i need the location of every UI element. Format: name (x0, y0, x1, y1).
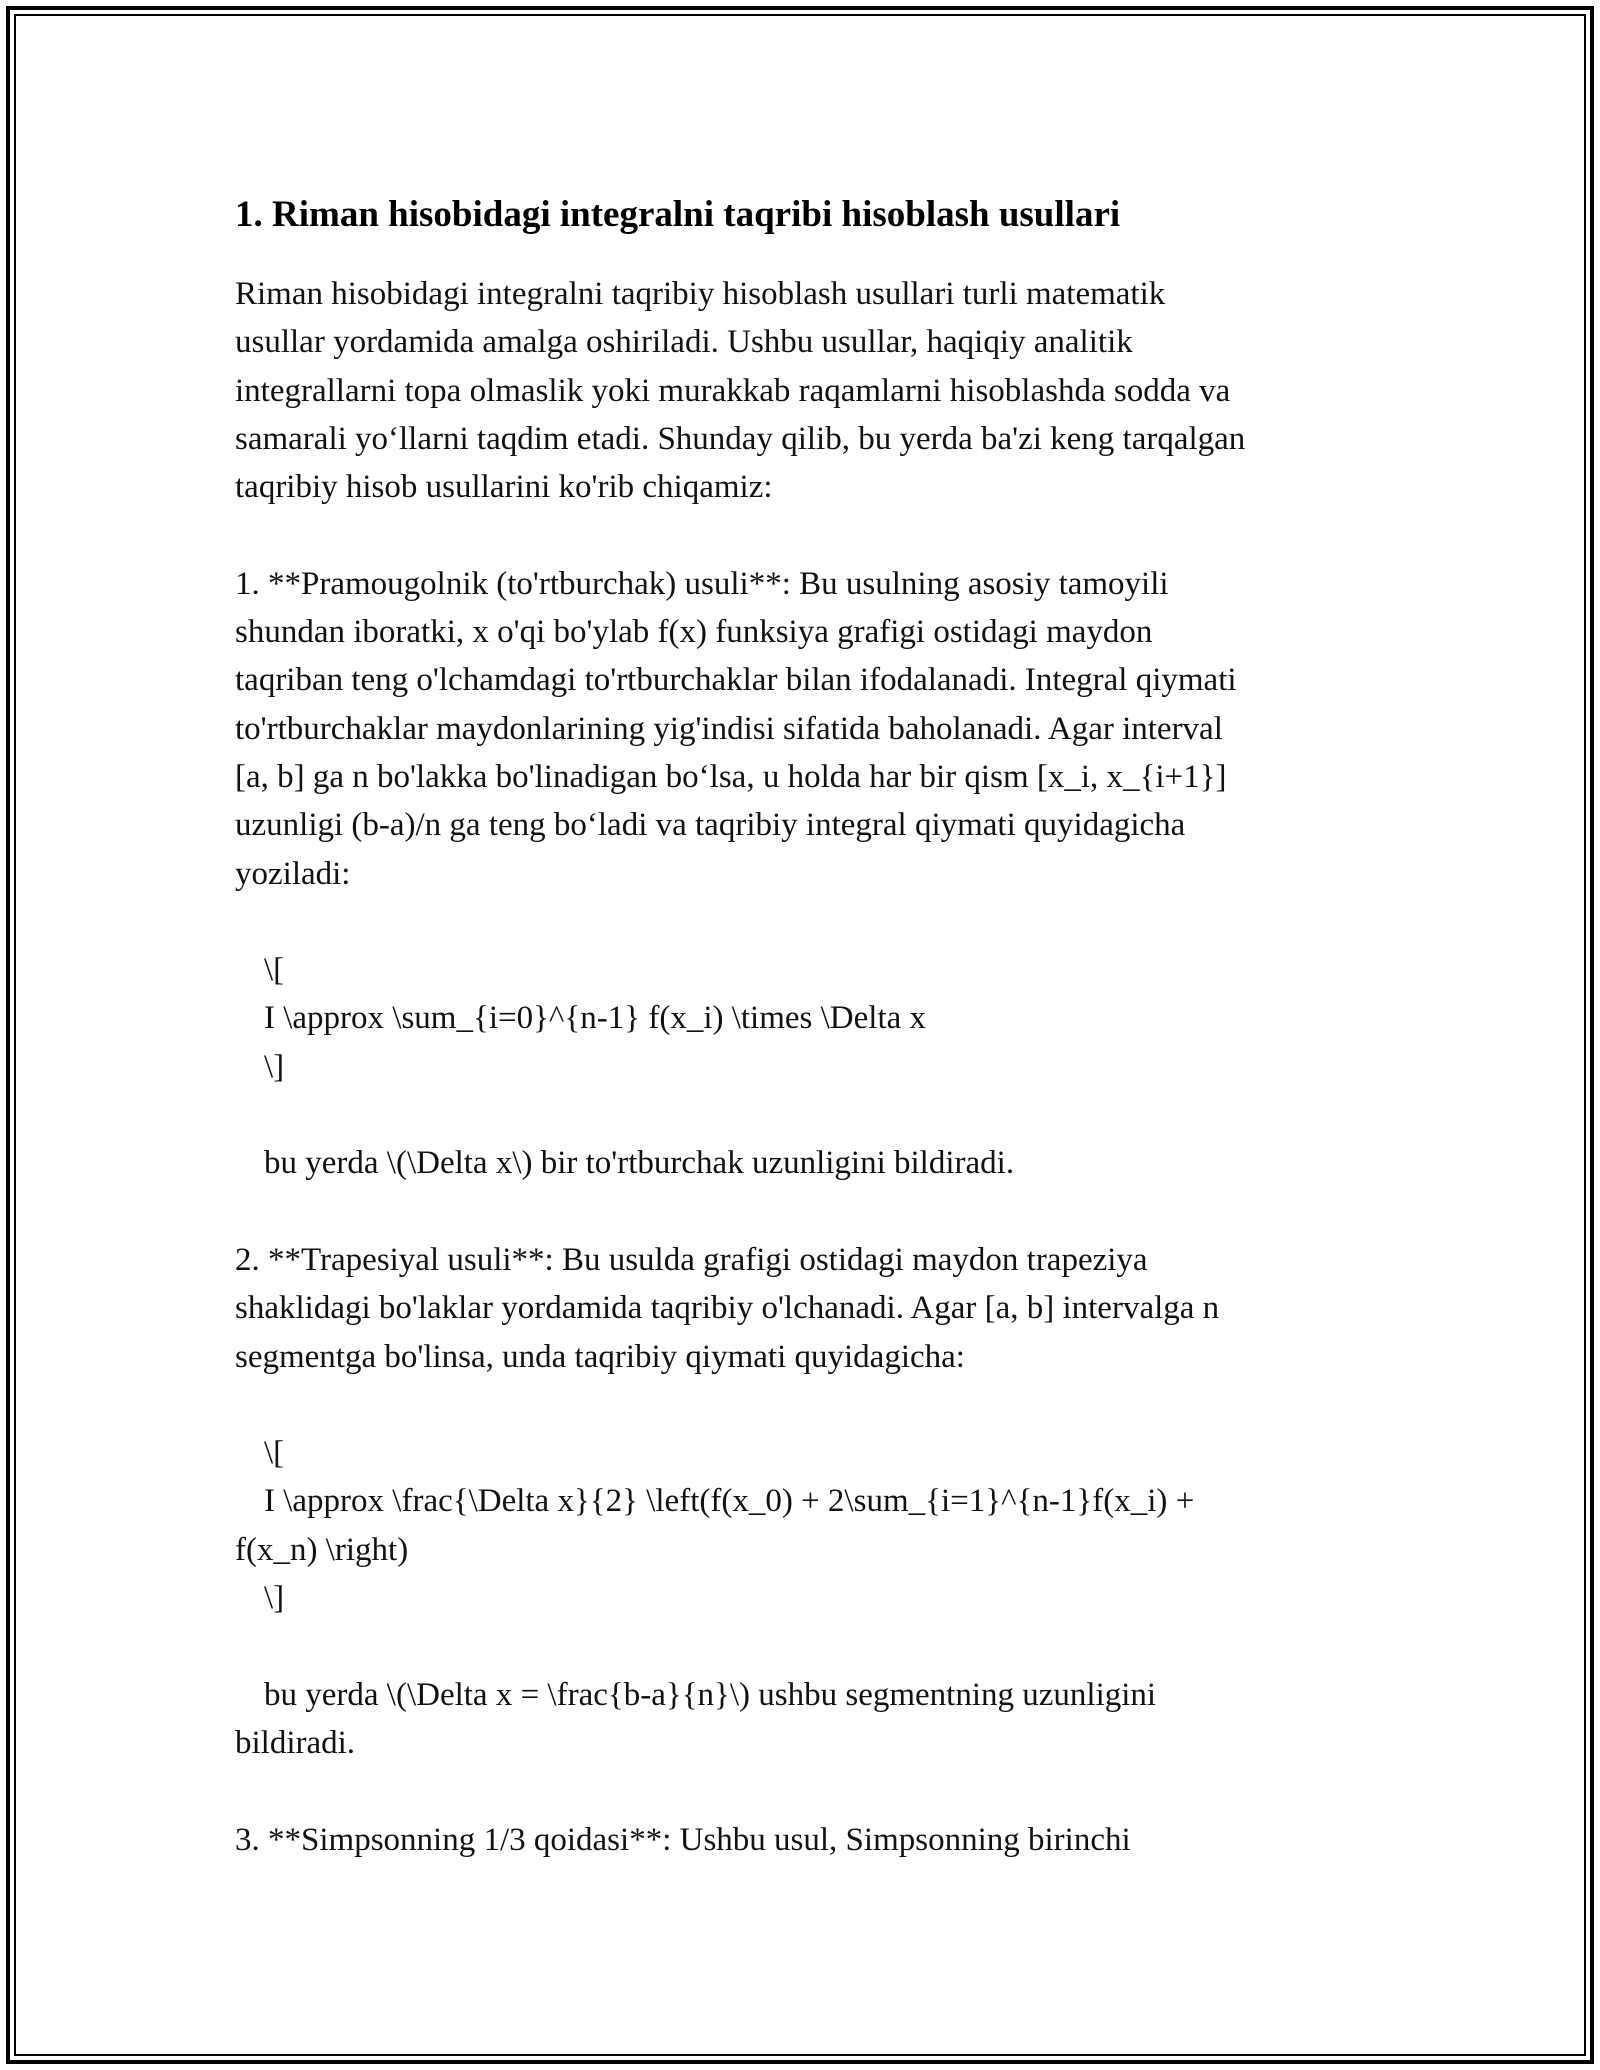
spacer (235, 1091, 1365, 1139)
spacer (235, 1381, 1365, 1429)
intro-line: Riman hisobidagi integralni taqribiy hisoblash usullari turli matematik (235, 276, 1166, 312)
spacer (235, 1622, 1365, 1670)
method1-line: 1. **Pramougolnik (to'rtburchak) usuli**: Bu usulning asosiy tamoyili (235, 565, 1169, 602)
spacer (235, 1188, 1365, 1236)
method2-line: segmentga bo'linsa, unda taqribiy qiymati quyidagicha: (235, 1338, 965, 1375)
intro-line: integrallarni topa olmaslik yoki murakkab raqamlarni hisoblashda sodda va (235, 372, 1231, 409)
method1-line: [a, b] ga n bo'lakka bo'linadigan bo‘lsa, u holda har bir qism [x_i, x_{i+1}] (235, 758, 1227, 795)
formula1-block (235, 946, 1365, 1091)
formula2-body: I \approx \frac{\Delta x}{2} \left(f(x_0) + 2\sum_{i=1}^{n-1}f(x_i) + (264, 1483, 1195, 1520)
spacer (235, 511, 1365, 559)
intro-paragraph (235, 270, 1365, 511)
method1-line: shundan iboratki, x o'qi bo'ylab f(x) funksiya grafigi ostidagi maydon (235, 614, 1153, 651)
formula2-open: \[ (264, 1435, 285, 1472)
spacer (235, 1767, 1365, 1815)
formula1-body: I \approx \sum_{i=0}^{n-1} f(x_i) \times \Delta x (264, 1000, 927, 1037)
method1-note: bu yerda \(\Delta x\) bir to'rtburchak uzunligini bildiradi. (264, 1145, 1015, 1182)
method1-line: yoziladi: (235, 855, 351, 892)
method1-paragraph (235, 560, 1365, 898)
document-body (235, 188, 1365, 1864)
method1-line: uzunligi (b-a)/n ga teng bo‘ladi va taqribiy integral qiymati quyidagicha (235, 807, 1186, 844)
method2-note-line: bu yerda \(\Delta x = \frac{b-a}{n}\) ushbu segmentning uzunligini (264, 1676, 1157, 1713)
method1-line: taqriban teng o'lchamdagi to'rtburchaklar bilan ifodalanadi. Integral qiymati (235, 662, 1237, 699)
spacer (235, 898, 1365, 946)
method2-note-line: bildiradi. (235, 1724, 356, 1761)
formula2-block (235, 1429, 1365, 1622)
formula2-close: \] (264, 1580, 285, 1617)
method2-line: 2. **Trapesiyal usuli**: Bu usulda grafigi ostidagi maydon trapeziya (235, 1241, 1148, 1278)
intro-line: usullar yordamida amalga oshiriladi. Ushbu usullar, haqiqiy analitik (235, 324, 1133, 361)
intro-line: samarali yo‘llarni taqdim etadi. Shunday qilib, bu yerda ba'zi keng tarqalgan (235, 420, 1246, 457)
method1-line: to'rtburchaklar maydonlarining yig'indisi sifatida baholanadi. Agar interval (235, 710, 1223, 747)
formula1-close: \] (264, 1048, 285, 1085)
method2-note (235, 1671, 1365, 1768)
method2-line: shaklidagi bo'laklar yordamida taqribiy o'lchanadi. Agar [a, b] intervalga n (235, 1290, 1220, 1327)
formula1-open: \[ (264, 952, 285, 989)
formula2-body-continued: f(x_n) \right) (235, 1531, 409, 1568)
section-heading: 1. Riman hisobidagi integralni taqribi hisoblash usullari (235, 194, 1121, 235)
method2-paragraph (235, 1236, 1365, 1381)
intro-line: taqribiy hisob usullarini ko'rib chiqamiz: (235, 469, 773, 506)
method3-line: 3. **Simpsonning 1/3 qoidasi**: Ushbu usul, Simpsonning birinchi (235, 1821, 1131, 1858)
